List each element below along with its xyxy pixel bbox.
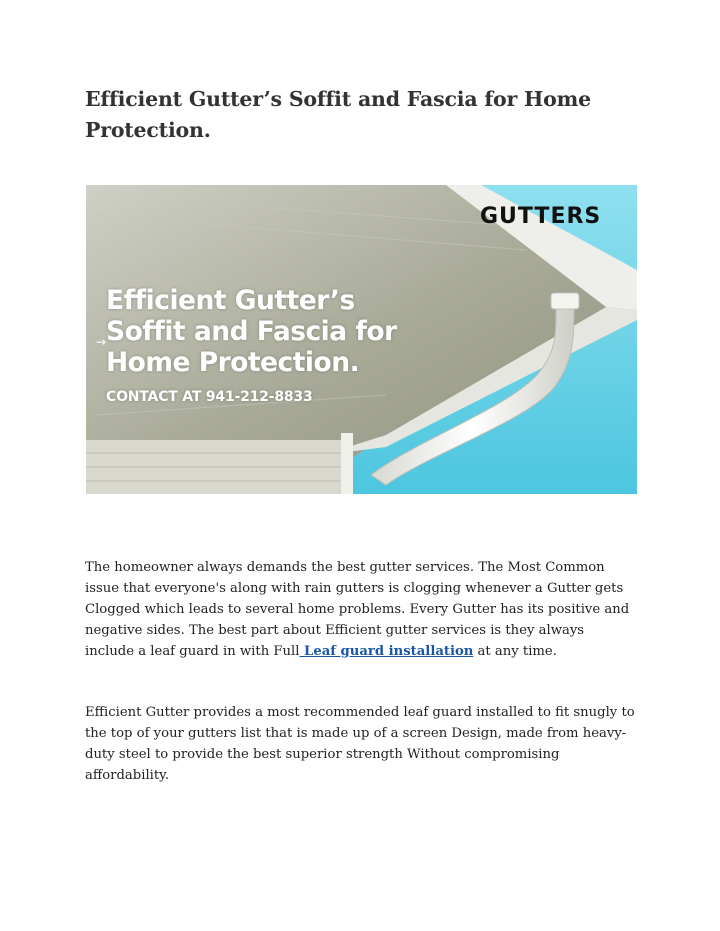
leaf-guard-installation-link[interactable]: Leaf guard installation (299, 644, 474, 659)
banner-headline-line: Soffit and Fascia for (106, 316, 397, 347)
paragraph-text: at any time. (473, 644, 557, 659)
banner-contact-phone: CONTACT AT 941-212-8833 (106, 389, 313, 405)
body-paragraph-2: Efficient Gutter provides a most recommended leaf guard installed to fit snugly to the top of your gutters list that is made up of a screen Design, made from heavy-duty steel to provide the best superior strength Without compromising affordability. (85, 705, 635, 783)
banner-headline-line: Home Protection. (106, 347, 360, 378)
arrow-icon: → (96, 335, 107, 349)
hero-banner-image (86, 185, 637, 494)
banner-headline (106, 285, 397, 406)
gutters-logo: GUTTERS (480, 204, 602, 229)
page-title: Efficient Gutter’s Soffit and Fascia for Home Protection. (85, 87, 591, 142)
banner-headline-line: Efficient Gutter’s (106, 285, 355, 316)
paragraph-text: The homeowner always demands the best gutter services. The Most Common issue that everyone's along with rain gutters is clogging whenever a Gutter gets Clogged which leads to several home problems. Every Gutter has its positive and negative sides. The best part about Efficient gutter services is they always include a leaf guard in with Full (85, 560, 630, 659)
body-paragraph-1 (85, 557, 635, 662)
